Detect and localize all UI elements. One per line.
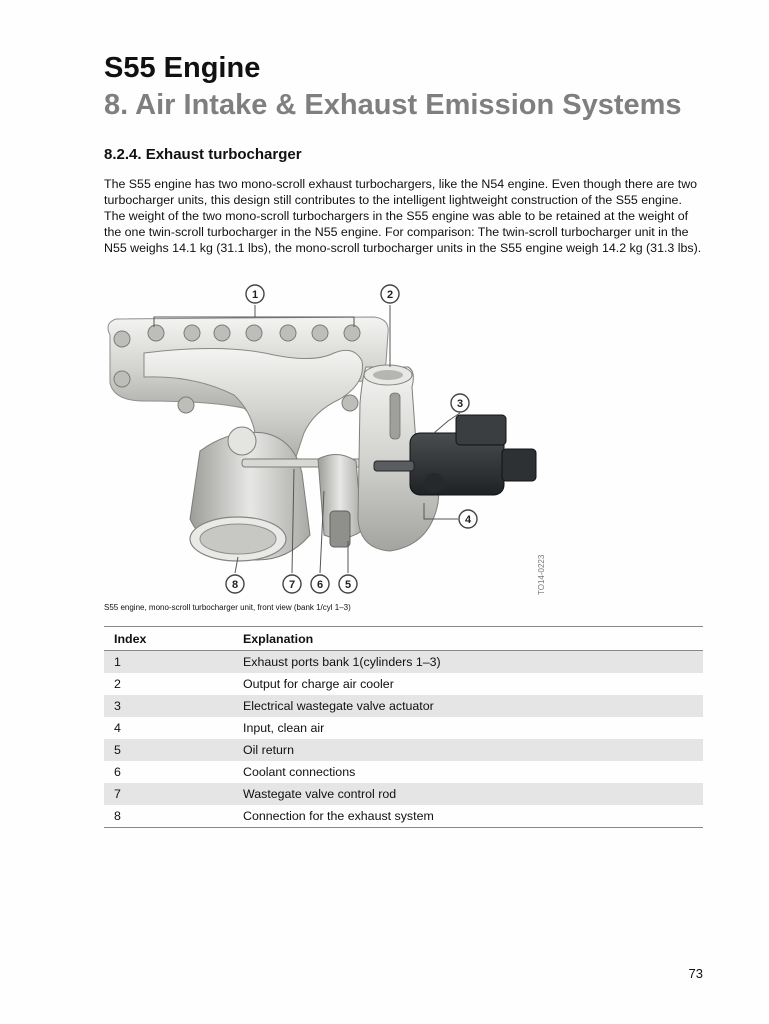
callout-6: 6: [316, 579, 324, 591]
turbocharger-illustration: [104, 283, 554, 601]
callout-2: 2: [386, 289, 394, 301]
row-index: 4: [114, 721, 121, 735]
table-row: [104, 805, 703, 828]
table-header-row: [104, 627, 703, 651]
row-index: 5: [104, 739, 233, 761]
callout-7: 7: [288, 579, 296, 591]
row-explanation: Exhaust ports bank 1(cylinders 1–3): [233, 651, 703, 674]
row-explanation: Wastegate valve control rod: [233, 783, 703, 805]
callout-1: 1: [251, 289, 259, 301]
row-explanation: Oil return: [233, 739, 703, 761]
row-index: 1: [104, 651, 233, 674]
chapter-title: 8. Air Intake & Exhaust Emission Systems: [104, 89, 682, 121]
row-explanation: Electrical wastegate valve actuator: [233, 695, 703, 717]
table-row: [104, 673, 703, 695]
row-index: 6: [114, 765, 121, 779]
table-row: [104, 695, 703, 717]
callout-4: 4: [464, 514, 472, 526]
body-paragraph: The S55 engine has two mono-scroll exhaust turbochargers, like the N54 engine. Even though there are two turbocharger units, this design still contributes to the intelligent lightweight construction of the S55 engine. The weight of the two mono-scroll turbochargers in the S55 engine was able to be retained at the weight of the one twin-scroll turbocharger in the N55 engine. For comparison: The twin-scroll turbocharger unit in the N55 weighs 14.1 kg (31.1 lbs), the mono-scroll turbocharger units in the S55 engine weigh 14.2 kg (31.3 lbs).: [104, 177, 702, 255]
row-index: 2: [114, 677, 121, 691]
callout-8: 8: [231, 579, 239, 591]
row-explanation: Output for charge air cooler: [243, 677, 394, 691]
row-index: 7: [104, 783, 233, 805]
row-explanation: Coolant connections: [243, 765, 356, 779]
page-title: S55 Engine: [104, 52, 261, 84]
explanation-table: [104, 626, 703, 828]
callout-5: 5: [344, 579, 352, 591]
row-explanation: Connection for the exhaust system: [233, 805, 703, 828]
table-row: [104, 783, 703, 805]
header-explanation: Explanation: [233, 627, 703, 651]
table-row: [104, 717, 703, 739]
row-index: 8: [104, 805, 233, 828]
table-row: [104, 651, 703, 674]
figure-code: TO14-0223: [537, 554, 546, 595]
row-index: 3: [104, 695, 233, 717]
header-index: Index: [104, 627, 233, 651]
table-row: [104, 761, 703, 783]
page-number: 73: [688, 966, 703, 981]
row-explanation: Input, clean air: [243, 721, 325, 735]
callout-3: 3: [456, 398, 464, 410]
figure-caption: S55 engine, mono-scroll turbocharger unit, front view (bank 1/cyl 1–3): [104, 603, 351, 612]
table-row: [104, 739, 703, 761]
section-heading: 8.2.4. Exhaust turbocharger: [104, 146, 302, 163]
turbocharger-figure: [104, 283, 554, 601]
